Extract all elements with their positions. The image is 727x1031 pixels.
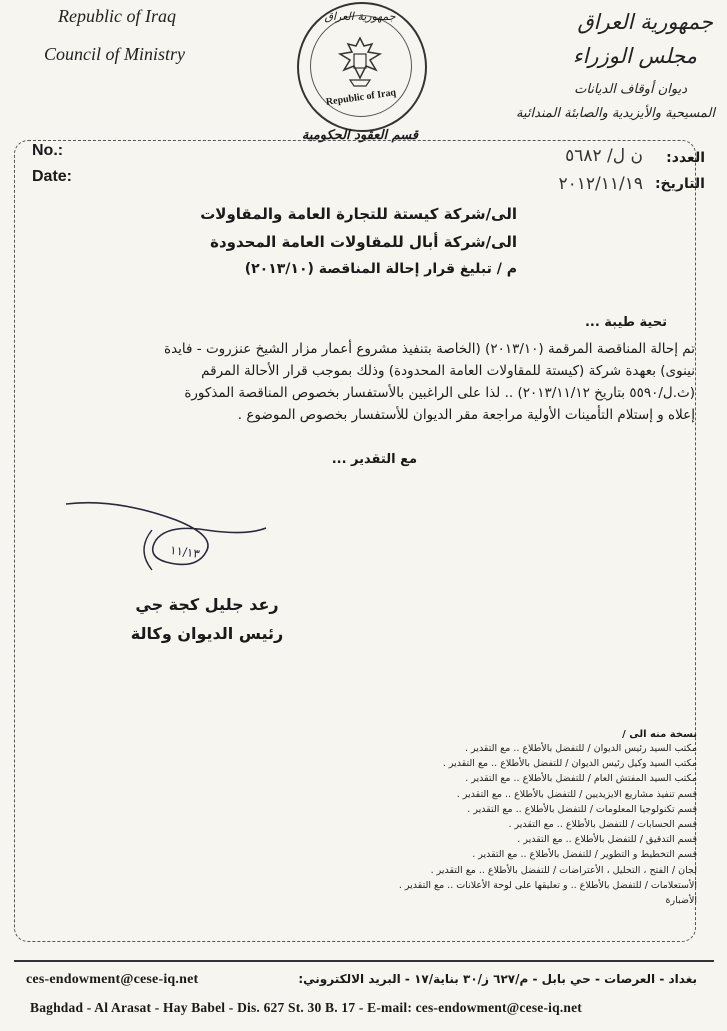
date-value: ٢٠١٢/١١/١٩ [558, 174, 643, 194]
copy-item: قسم الحسابات / للتفضل بالأطلاع .. مع التقدير . [508, 818, 697, 830]
copy-item: مكتب السيد رئيس الديوان / للتفضل بالأطلاع .. مع التقدير . [465, 743, 697, 754]
number-value: ن ل/ ٥٦٨٢ [565, 146, 643, 166]
copy-item: قسم تنفيذ مشاريع الايزيديين / للتفضل بالأطلاع .. مع التقدير . [456, 788, 697, 800]
copy-item: مكتب السيد وكيل رئيس الديوان / للتفضل بالأطلاع .. مع التقدير . [442, 758, 697, 770]
body-line-2: نينوى) بعهدة شركة (كيستة للمقاولات العامة المحدودة) وذلك بموجب قرار الأحالة المرقم [201, 363, 695, 379]
body-line-3: (ث.ل/٥٥٩٠ بتاريخ ٢٠١٣/١١/١٢) .. لذا على الراغبين بالأستفسار بخصوص المناقصة المذكورة [184, 385, 695, 401]
header-ar-line4: المسيحية والأيزيدية والصابئة المندائية [516, 106, 715, 121]
body-line-1: تم إحالة المناقصة المرقمة (٢٠١٣/١٠) (الخاصة بتنفيذ مشروع أعمار مزار الشيخ عنزروت - فايدة [164, 341, 695, 357]
header-ar-line3: ديوان أوقاف الديانات [574, 82, 687, 97]
footer-ar-address: بغداد - العرصات - حي بابل - م/٦٢٧ ز/٣٠ بناية/١٧ - البريد الالكتروني: [298, 972, 697, 986]
body-line-4: إعلاه و إستلام التأمينات الأولية مراجعة مقر الديوان للأستفسار بخصوص الموضوع . [237, 407, 695, 423]
copies-heading: نسخة منه الى / [622, 729, 697, 740]
copy-item: قسم التدقيق / للتفضل بالأطلاع .. مع التقدير . [517, 834, 697, 846]
no-label: No.: [32, 142, 64, 159]
regards: مع التقدير ... [331, 452, 417, 467]
greeting: تحية طيبة ... [584, 315, 667, 330]
number-label: العدد: [666, 150, 705, 166]
subject-line: م / تبليغ قرار إحالة المناقصة (٢٠١٣/١٠) [244, 261, 517, 277]
copy-item: الأضبارة [665, 894, 697, 906]
footer-divider [14, 960, 714, 962]
signatory-title: رئيس الديوان وكالة [130, 624, 284, 643]
copy-item: الأستعلامات / للتفضل بالأطلاع .. و تعليقها على لوحة الأعلانات .. مع التقدير . [398, 879, 697, 891]
copies-list [297, 743, 697, 910]
signature-initials: ١١/١٣ [169, 542, 201, 562]
copy-item: مكتب السيد المفتش العام / للتفضل بالأطلاع .. مع التقدير . [465, 773, 697, 785]
header-en-line2: Council of Ministry [44, 44, 185, 64]
header-en-line1: Republic of Iraq [58, 6, 176, 26]
date-label: Date: [32, 168, 73, 185]
addressee-2: الى/شركة أبال للمقاولات العامة المحدودة [210, 233, 517, 251]
signatory-name: رعد جليل كجة جي [135, 595, 279, 614]
copy-item: قسم التخطيط و التطوير / للتفضل بالأطلاع .. مع التقدير . [472, 849, 697, 861]
seal-bottom-text: Republic of Iraq [325, 87, 397, 108]
date-ar-label: التاريخ: [654, 176, 705, 192]
addressee-1: الى/شركة كيستة للتجارة العامة والمقاولات [200, 205, 517, 223]
footer-en-address: Baghdad - Al Arasat - Hay Babel - Dis. 627 St. 30 B. 17 - E-mail: ces-endowment@cese-iq.net [30, 1000, 582, 1015]
handwritten-signature [56, 490, 276, 580]
footer-email[interactable]: ces-endowment@cese-iq.net [26, 972, 199, 987]
copy-item: قسم تكنولوجيا المعلومات / للتفضل بالأطلاع .. مع التقدير . [467, 803, 697, 815]
seal-top-text: جمهورية العراق [324, 10, 396, 23]
section-name: قسم العقود الحكومية [301, 128, 419, 143]
copy-item: لجان / الفتح ، التحليل ، الأعتراضات / للتفضل بالأطلاع .. مع التقدير . [430, 864, 697, 876]
eagle-emblem-icon [330, 32, 390, 92]
header-ar-line1: جمهورية العراق [577, 10, 713, 34]
header-ar-line2: مجلس الوزراء [572, 44, 697, 68]
